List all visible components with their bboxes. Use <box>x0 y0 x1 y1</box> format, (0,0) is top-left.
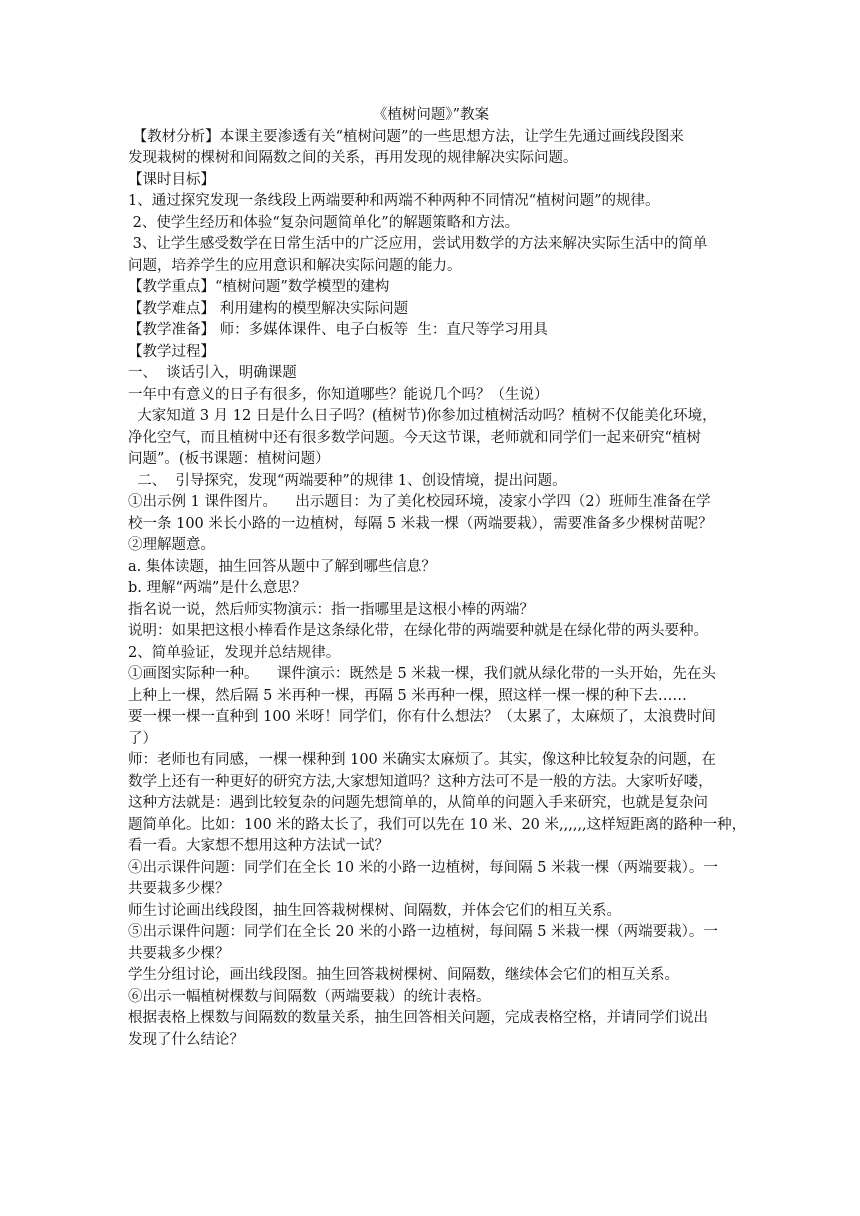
text-line: 【教学重点】“植树问题”数学模型的建构 <box>128 279 390 295</box>
text-line: 校一条 100 米长小路的一边植树，每隔 5 米栽一棵（两端要栽），需要准备多少棵树苗呢？ <box>128 515 713 532</box>
text-line: ①画图实际种一种。 课件演示：既然是 5 米栽一棵，我们就从绿化带的一头开始，先在头 <box>128 666 716 682</box>
text-line: 【教学准备】 师：多媒体课件、电子白板等 生：直尺等学习用具 <box>128 322 548 338</box>
text-line: ④出示课件问题：同学们在全长 10 米的小路一边植树，每间隔 5 米栽一棵（两端要栽）。一 <box>128 859 718 876</box>
text-line: 净化空气，而且植树中还有很多数学问题。今天这节课，老师就和同学们一起来研究“植树 <box>128 429 701 446</box>
text-line: 大家知道 3 月 12 日是什么日子吗？(植树节)你参加过植树活动吗？植树不仅能美化环境， <box>128 408 717 424</box>
text-line: 【教材分析】本课主要渗透有关“植树问题”的一些思想方法，让学生先通过画线段图来 <box>128 128 684 145</box>
text-line: a. 集体读题，抽生回答从题中了解到哪些信息？ <box>128 558 436 575</box>
text-line: 指名说一说，然后师实物演示：指一指哪里是这根小棒的两端？ <box>128 601 534 618</box>
text-line: 二、 引导探究，发现“两端要种”的规律 1、创设情境，提出问题。 <box>128 472 567 489</box>
text-line: 【课时目标】 <box>128 171 215 188</box>
text-line: 要一棵一棵一直种到 100 米呀！同学们，你有什么想法？（太累了，太麻烦了，太浪费时间 <box>128 709 716 725</box>
text-line: 【教学过程】 <box>128 343 215 360</box>
text-line: 发现了什么结论？ <box>128 1031 244 1048</box>
text-line: 上种上一棵，然后隔 5 米再种一棵，再隔 5 米再种一棵，照这样一棵一棵的种下去…… <box>128 687 687 704</box>
text-line: 1、通过探究发现一条线段上两端要种和两端不种两种不同情况“植树问题”的规律。 <box>128 193 660 209</box>
text-line: 师：老师也有同感，一棵一棵种到 100 米确实太麻烦了。其实，像这种比较复杂的问题，在 <box>128 752 716 768</box>
text-line: 共要栽多少棵？ <box>128 945 230 962</box>
text-line: ②理解题意。 <box>128 537 215 553</box>
text-line: 问题”。(板书课题：植树问题） <box>128 451 330 467</box>
text-line: 问题，培养学生的应用意识和解决实际问题的能力。 <box>128 257 462 274</box>
text-line: 根据表格上棵数与间隔数的数量关系，抽生回答相关问题，完成表格空格，并请同学们说出 <box>128 1010 708 1026</box>
text-line: 数学上还有一种更好的研究方法,大家想知道吗？这种方法可不是一般的方法。大家听好喽， <box>128 773 713 790</box>
text-line: 2、简单验证，发现并总结规律。 <box>128 644 341 661</box>
text-line: 看一看。大家想不想用这种方法试一试？ <box>128 838 389 854</box>
text-line: 说明：如果把这根小棒看作是这条绿化带，在绿化带的两端要种就是在绿化带的两头要种。 <box>128 623 708 639</box>
text-line: ⑥出示一幅植树棵数与间隔数（两端要栽）的统计表格。 <box>128 988 491 1005</box>
document-lines <box>128 127 747 1052</box>
text-line: 2、使学生经历和体验“复杂问题简单化”的解题策略和方法。 <box>128 214 520 231</box>
text-line: 一年中有意义的日子有很多，你知道哪些？能说几个吗？（生说） <box>128 386 549 403</box>
text-line: 【教学难点】 利用建构的模型解决实际问题 <box>128 300 409 317</box>
text-line: 这种方法就是：遇到比较复杂的问题先想简单的，从简单的问题入手来研究，也就是复杂问 <box>128 795 708 811</box>
text-line: 共要栽多少棵？ <box>128 881 230 897</box>
text-line: 了） <box>128 730 157 747</box>
document-body <box>128 105 747 1051</box>
text-line: 题简单化。比如：100 米的路太长了，我们可以先在 10 米、20 米,,,,,,这样短距离的路种一种， <box>128 816 747 833</box>
text-line: b. 理解“两端”是什么意思？ <box>128 580 307 596</box>
text-line: 学生分组讨论，画出线段图。抽生回答栽树棵树、间隔数，继续体会它们的相互关系。 <box>128 967 679 983</box>
text-line: 3、让学生感受数学在日常生活中的广泛应用，尝试用数学的方法来解决实际生活中的简单 <box>128 236 708 252</box>
text-line: 师生讨论画出线段图，抽生回答栽树棵树、间隔数，并体会它们的相互关系。 <box>128 902 621 919</box>
text-line: 一、 谈话引入，明确课题 <box>128 365 297 381</box>
text-line: ⑤出示课件问题：同学们在全长 20 米的小路一边植树，每间隔 5 米栽一棵（两端要栽）。一 <box>128 924 718 940</box>
text-line: ①出示例 1 课件图片。 出示题目：为了美化校园环境，凌家小学四（2）班师生准备在学 <box>128 494 711 510</box>
document-title: 《植树问题》”教案 <box>372 107 490 123</box>
text-line: 发现栽树的棵树和间隔数之间的关系，再用发现的规律解决实际问题。 <box>128 150 578 166</box>
